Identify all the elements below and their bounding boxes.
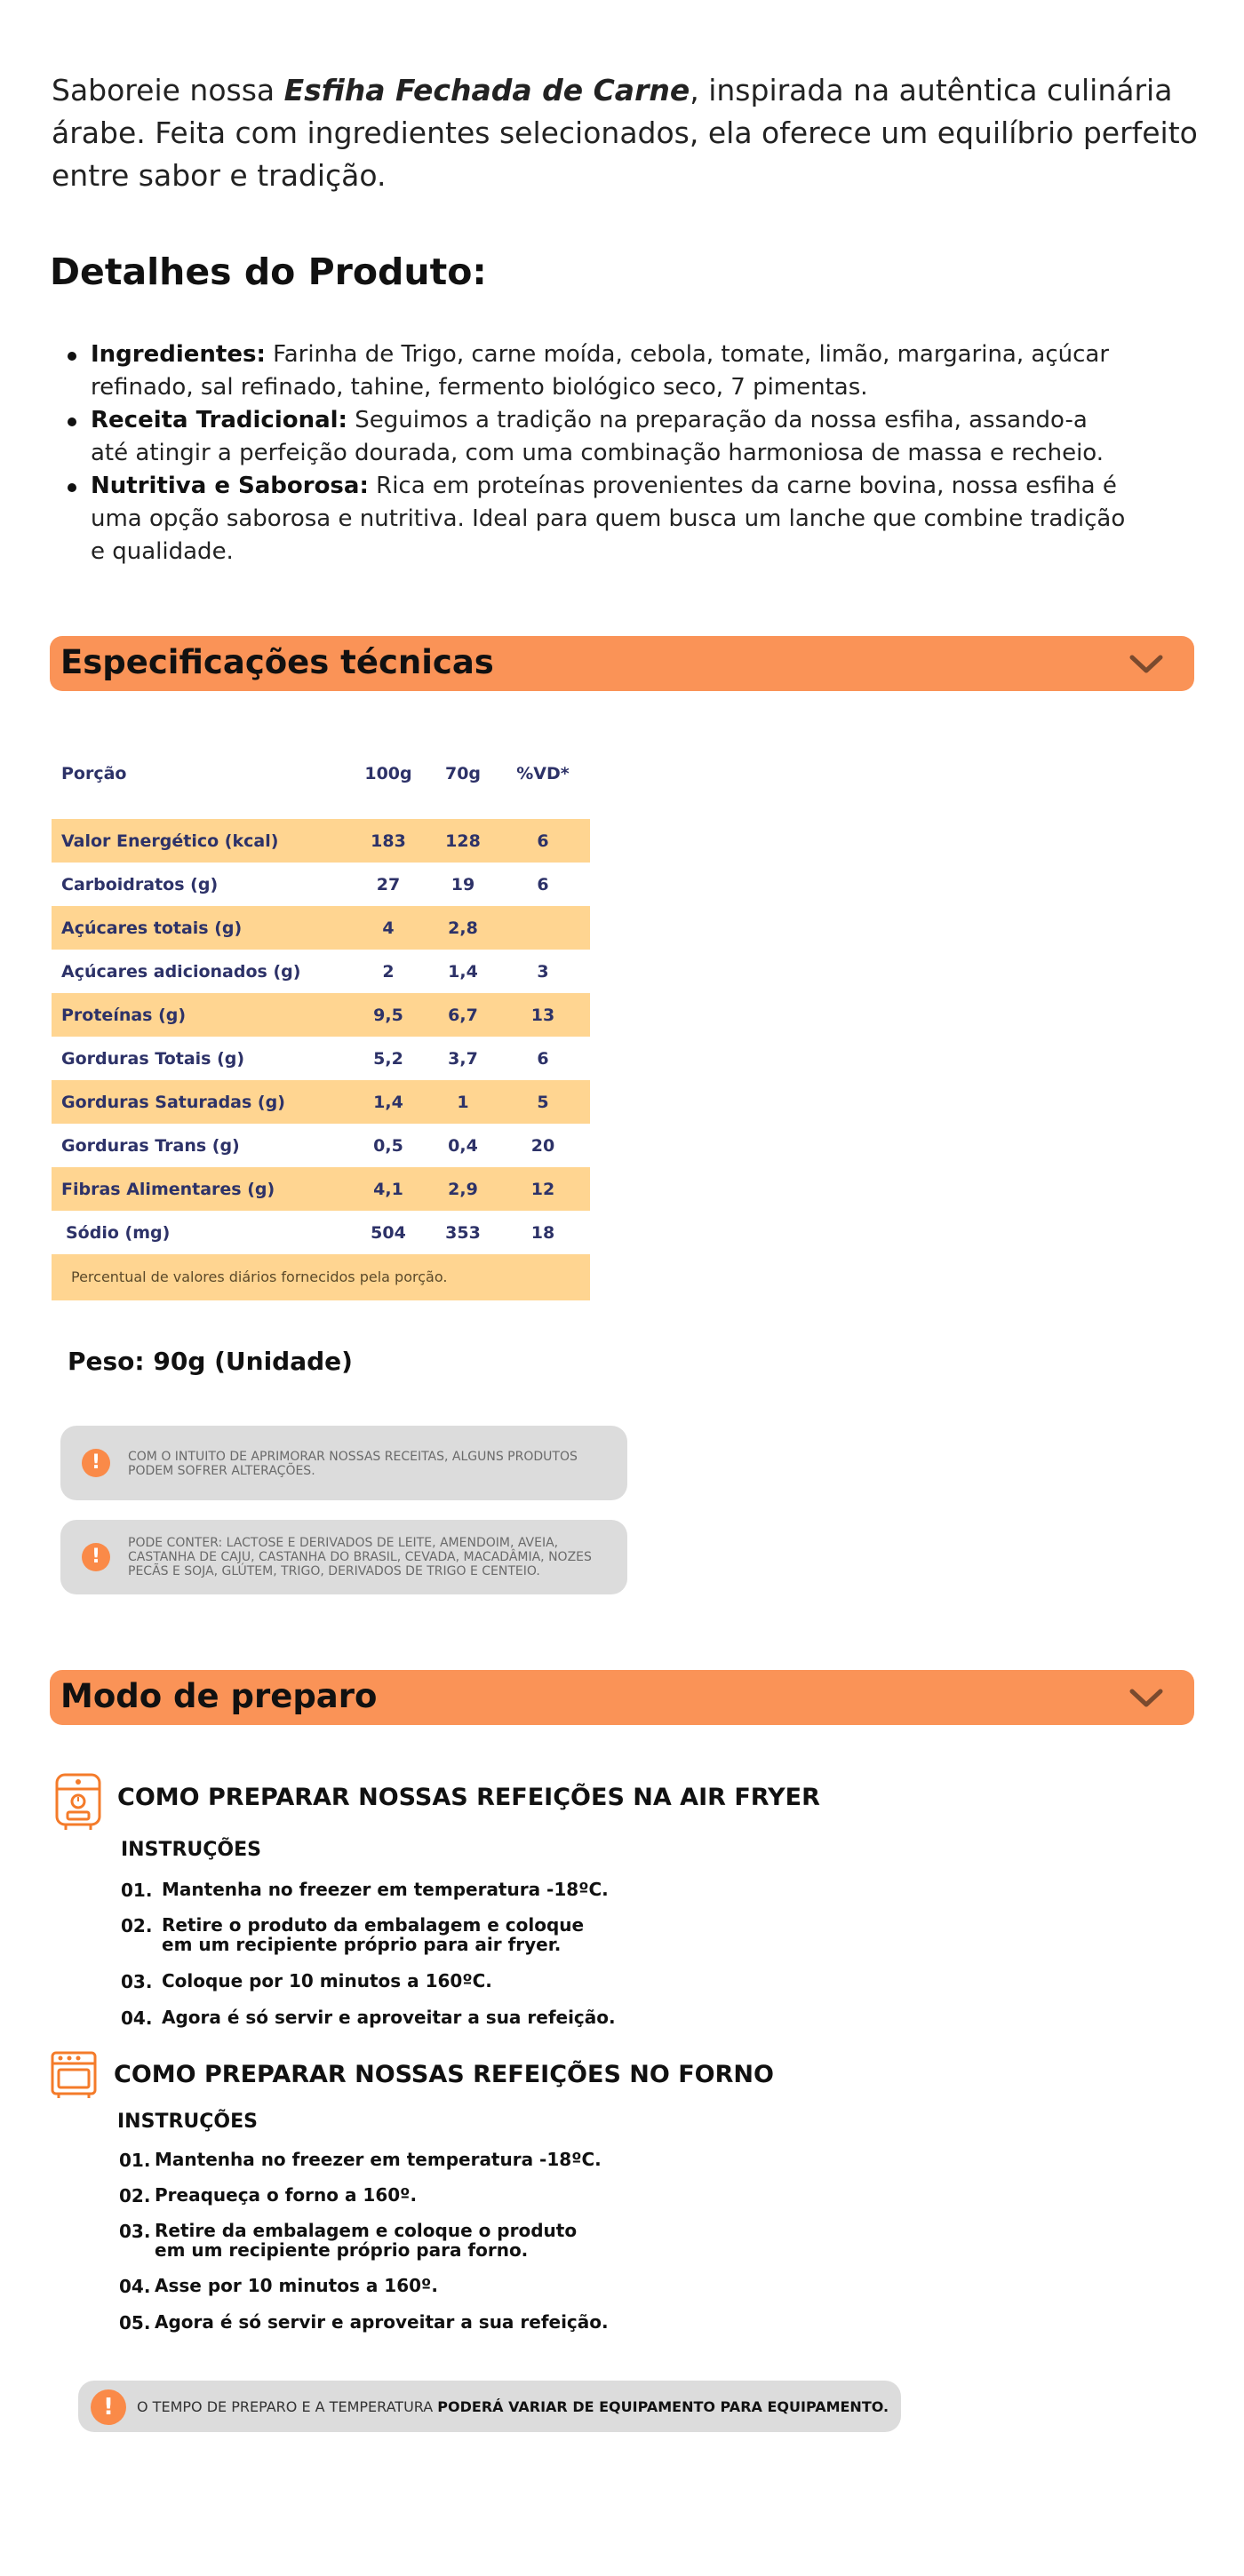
row-value-70g: 2,9 — [448, 1180, 478, 1199]
step-text: Coloque por 10 minutos a 160ºC. — [162, 1970, 492, 1992]
notice-text: COM O INTUITO DE APRIMORAR NOSSAS RECEITAS, ALGUNS PRODUTOS PODEM SOFRER ALTERAÇÕES. — [128, 1450, 578, 1478]
airfryer-section-title: COMO PREPARAR NOSSAS REFEIÇÕES NA AIR FRYER — [117, 1784, 820, 1811]
step-number: 03. — [121, 1971, 153, 1992]
table-row — [52, 819, 590, 863]
row-label: Gorduras Trans (g) — [61, 1136, 240, 1156]
row-value-vd: 3 — [537, 962, 549, 982]
row-value-vd: 6 — [537, 831, 549, 851]
row-label: Carboidratos (g) — [61, 875, 219, 894]
recipe-change-notice — [60, 1426, 627, 1500]
nutrition-table — [52, 743, 590, 1300]
row-value-70g: 3,7 — [448, 1049, 478, 1069]
oven-steps — [119, 2150, 670, 2336]
step-text: Retire da embalagem e coloque o produto em um recipiente próprio para forno. — [155, 2220, 578, 2261]
details-title: Detalhes do Produto: — [50, 250, 487, 293]
spec-accordion-header[interactable] — [50, 636, 1194, 691]
step-text: Preaqueça o forno a 160º. — [155, 2184, 418, 2206]
row-value-100g: 183 — [371, 831, 406, 851]
row-value-vd: 5 — [537, 1093, 549, 1112]
step-text: Asse por 10 minutos a 160º. — [155, 2275, 438, 2296]
chevron-down-icon[interactable] — [1128, 1688, 1164, 1709]
table-row — [52, 906, 590, 950]
prep-accordion-title: Modo de preparo — [60, 1677, 378, 1715]
step-number: 02. — [119, 2185, 151, 2206]
product-weight: Peso: 90g (Unidade) — [68, 1347, 353, 1376]
row-value-100g: 4,1 — [373, 1180, 403, 1199]
row-value-70g: 1 — [457, 1093, 469, 1112]
step-number: 01. — [121, 1880, 153, 1901]
row-label: Açúcares adicionados (g) — [61, 962, 301, 982]
details-item-label: Ingredientes: — [91, 341, 266, 368]
row-label: Gorduras Totais (g) — [61, 1049, 245, 1069]
row-value-70g: 2,8 — [448, 918, 478, 938]
row-value-70g: 19 — [451, 875, 475, 894]
step-text: Agora é só servir e aproveitar a sua refeição. — [162, 2007, 616, 2028]
row-value-vd: 12 — [530, 1180, 555, 1199]
row-value-70g: 1,4 — [448, 962, 478, 982]
step-number: 05. — [119, 2312, 151, 2334]
details-item-label: Nutritiva e Saborosa: — [91, 473, 369, 499]
step-number: 04. — [119, 2276, 151, 2297]
note-text-prefix: O TEMPO DE PREPARO E A TEMPERATURA — [137, 2398, 438, 2415]
row-value-70g: 6,7 — [448, 1006, 478, 1025]
row-value-vd: 20 — [530, 1136, 555, 1156]
step-number: 03. — [119, 2221, 151, 2242]
oven-section-title: COMO PREPARAR NOSSAS REFEIÇÕES NO FORNO — [114, 2061, 774, 2088]
details-item-nutrition — [62, 470, 1128, 568]
step-text: Agora é só servir e aproveitar a sua refeição. — [155, 2311, 609, 2333]
row-value-100g: 1,4 — [373, 1093, 403, 1112]
row-label: Proteínas (g) — [61, 1006, 187, 1025]
table-row — [52, 993, 590, 1037]
step-text: Retire o produto da embalagem e coloque em um recipiente próprio para air fryer. — [162, 1914, 585, 1955]
details-item-label: Receita Tradicional: — [91, 407, 347, 433]
nutrition-header-row — [52, 743, 590, 819]
step-number: 04. — [121, 2008, 153, 2029]
oven-icon — [50, 2050, 98, 2100]
row-value-100g: 0,5 — [373, 1136, 403, 1156]
table-row — [52, 863, 590, 906]
alert-icon: ! — [91, 2389, 126, 2425]
alert-icon: ! — [82, 1449, 110, 1477]
header-70g: 70g — [444, 764, 482, 783]
chevron-down-icon[interactable] — [1128, 654, 1164, 675]
step-text: Mantenha no freezer em temperatura -18ºC. — [155, 2149, 602, 2170]
details-item-text: Farinha de Trigo, carne moída, cebola, tomate, limão, margarina, açúcar refinado, sal refinado, tahine, fermento biológico seco, 7 pimentas. — [91, 341, 1110, 401]
row-value-100g: 5,2 — [373, 1049, 403, 1069]
notice-text: PODE CONTER: LACTOSE E DERIVADOS DE LEITE, AMENDOIM, AVEIA, CASTANHA DE CAJU, CASTANHA DO BRASIL, CEVADA, MACADÂMIA, NOZES PECÃS E SOJA, GLÚTEM, TRIGO, DERIVADOS DE TRIGO E CENTEIO. — [128, 1536, 592, 1578]
row-label: Valor Energético (kcal) — [61, 831, 279, 851]
details-item-text: Seguimos a tradição na preparação da nossa esfiha, assando-a até atingir a perfeição dourada, com uma combinação harmoniosa de massa e recheio. — [91, 407, 1104, 466]
row-value-vd: 13 — [530, 1006, 555, 1025]
details-item-ingredients — [62, 338, 1128, 404]
header-portion: Porção — [61, 764, 127, 783]
product-description — [52, 69, 1198, 197]
oven-instructions-label: INSTRUÇÕES — [117, 2111, 258, 2133]
airfryer-steps — [121, 1880, 672, 2031]
nutrition-footnote: Percentual de valores diários fornecidos pela porção. — [52, 1254, 590, 1300]
details-item-recipe — [62, 404, 1128, 470]
prep-accordion-header[interactable] — [50, 1670, 1194, 1725]
row-value-70g: 353 — [445, 1223, 481, 1243]
table-row — [52, 1211, 590, 1254]
intro-suffix: , inspirada na autêntica culinária árabe. Feita com ingredientes selecionados, ela oferece um equilíbrio perfeito entre sabor e tradição. — [52, 73, 1198, 193]
table-row — [52, 1037, 590, 1080]
airfryer-instructions-label: INSTRUÇÕES — [121, 1839, 261, 1861]
details-list — [62, 338, 1128, 568]
table-row — [52, 1124, 590, 1167]
step-number: 02. — [121, 1915, 153, 1936]
header-vd: %VD* — [516, 764, 570, 783]
alert-icon: ! — [82, 1543, 110, 1571]
row-label: Fibras Alimentares (g) — [61, 1180, 275, 1199]
row-value-100g: 2 — [382, 962, 395, 982]
details-item-text: Rica em proteínas provenientes da carne bovina, nossa esfiha é uma opção saborosa e nutritiva. Ideal para quem busca um lanche que combine tradição e qualidade. — [91, 473, 1126, 565]
header-100g: 100g — [364, 764, 412, 783]
spec-accordion-title: Especificações técnicas — [60, 643, 494, 681]
step-number: 01. — [119, 2150, 151, 2171]
table-row — [52, 950, 590, 993]
row-value-vd: 18 — [530, 1223, 555, 1243]
allergen-notice — [60, 1520, 627, 1594]
intro-prefix: Saboreie nossa — [52, 73, 284, 107]
table-row — [52, 1080, 590, 1124]
table-row — [52, 1167, 590, 1211]
product-name: Esfiha Fechada de Carne — [283, 73, 690, 107]
row-value-100g: 4 — [382, 918, 395, 938]
step-text: Mantenha no freezer em temperatura -18ºC. — [162, 1879, 609, 1900]
row-value-vd: 6 — [537, 875, 549, 894]
note-text-bold: PODERÁ VARIAR DE EQUIPAMENTO PARA EQUIPAMENTO. — [437, 2398, 889, 2415]
row-value-100g: 27 — [376, 875, 401, 894]
row-value-100g: 504 — [371, 1223, 406, 1243]
row-label: Açúcares totais (g) — [61, 918, 243, 938]
row-label: Gorduras Saturadas (g) — [61, 1093, 285, 1112]
row-value-100g: 9,5 — [373, 1006, 403, 1025]
note-text — [137, 2398, 889, 2415]
row-value-70g: 0,4 — [448, 1136, 478, 1156]
air-fryer-icon — [53, 1771, 103, 1832]
row-value-vd: 6 — [537, 1049, 549, 1069]
prep-variation-note — [78, 2381, 901, 2432]
row-label: Sódio (mg) — [66, 1223, 171, 1243]
row-value-70g: 128 — [445, 831, 481, 851]
